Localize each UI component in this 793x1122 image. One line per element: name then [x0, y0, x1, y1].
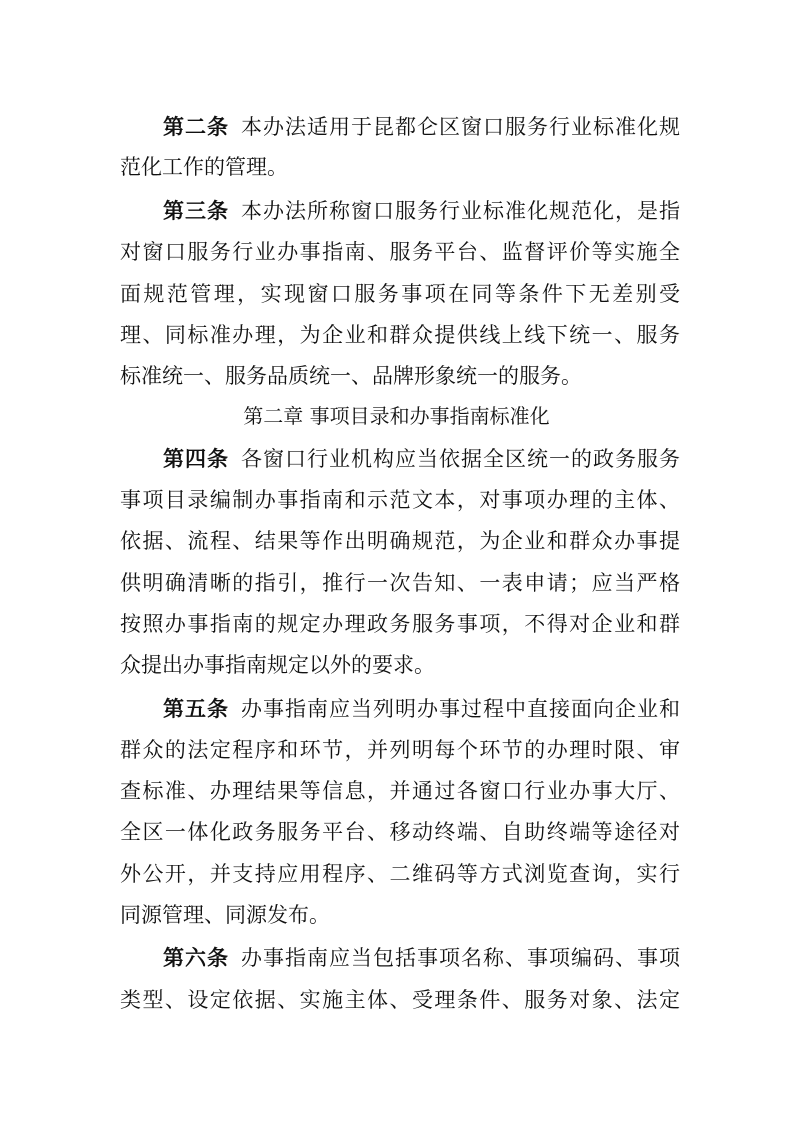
- article-3-label: 第三条: [163, 199, 229, 223]
- article-6-line-1: 第六条 办事指南应当包括事项名称、事项编码、事项: [163, 946, 680, 970]
- chapter-title: 第二章 事项目录和办事指南标准化: [243, 404, 550, 428]
- article-3-line-1: 第三条 本办法所称窗口服务行业标准化规范化，是指: [163, 199, 680, 223]
- article-6-label: 第六条: [163, 946, 229, 970]
- article-3-line-3: 面规范管理，实现窗口服务事项在同等条件下无差别受: [120, 282, 680, 306]
- article-2-line-2: 范化工作的管理。: [120, 155, 288, 179]
- article-4-line-4: 供明确清晰的指引，推行一次告知、一表申请；应当严格: [120, 571, 680, 595]
- article-5-line-1: 第五条 办事指南应当列明办事过程中直接面向企业和: [163, 697, 680, 721]
- article-2-label: 第二条: [163, 115, 229, 139]
- article-6-line-2: 类型、设定依据、实施主体、受理条件、服务对象、法定: [120, 988, 680, 1012]
- article-3-line-4: 理、同标准办理，为企业和群众提供线上线下统一、服务: [120, 323, 680, 347]
- article-2-line-1: 第二条 本办法适用于昆都仑区窗口服务行业标准化规: [163, 115, 680, 139]
- article-4-line-3: 依据、流程、结果等作出明确规范，为企业和群众办事提: [120, 529, 680, 553]
- article-5-line-5: 外公开，并支持应用程序、二维码等方式浏览查询，实行: [120, 862, 680, 886]
- article-3-line-2: 对窗口服务行业办事指南、服务平台、监督评价等实施全: [120, 240, 680, 264]
- article-4-line-5: 按照办事指南的规定办理政务服务事项，不得对企业和群: [120, 612, 680, 636]
- article-5-line-3: 查标准、办理结果等信息，并通过各窗口行业办事大厅、: [120, 779, 680, 803]
- article-5-line-2: 群众的法定程序和环节，并列明每个环节的办理时限、审: [120, 738, 680, 762]
- article-4-line-2: 事项目录编制办事指南和示范文本，对事项办理的主体、: [120, 488, 680, 512]
- article-3-line-5: 标准统一、服务品质统一、品牌形象统一的服务。: [120, 364, 582, 388]
- article-4-line-6: 众提出办事指南规定以外的要求。: [120, 653, 435, 677]
- article-5-label: 第五条: [163, 697, 229, 721]
- article-5-line-6: 同源管理、同源发布。: [120, 903, 330, 927]
- article-4-line-1: 第四条 各窗口行业机构应当依据全区统一的政务服务: [163, 447, 680, 471]
- article-4-label: 第四条: [163, 447, 229, 471]
- article-5-line-4: 全区一体化政务服务平台、移动终端、自助终端等途径对: [120, 820, 680, 844]
